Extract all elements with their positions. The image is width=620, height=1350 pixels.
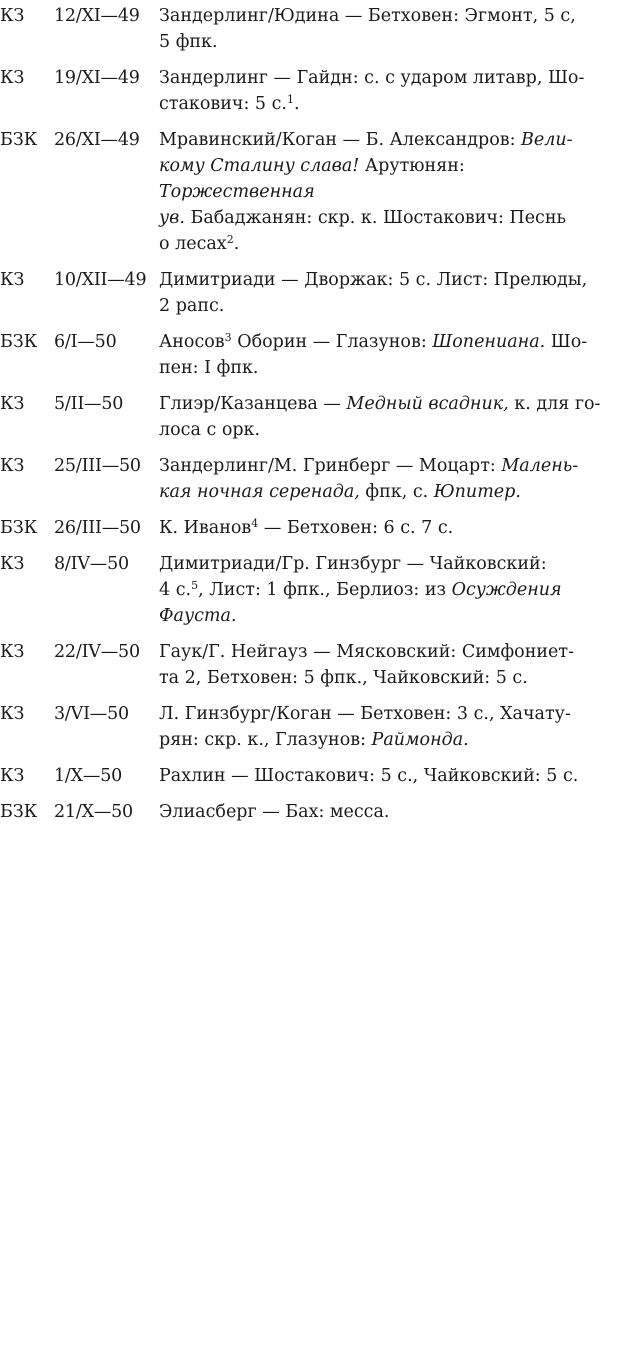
- concert-date: 26/XI—49: [54, 130, 140, 150]
- program-text: Зандерлинг/М. Гринберг — Моцарт:: [159, 456, 502, 476]
- program-text: Зандерлинг/Юдина — Бетховен: Эгмонт, 5 с,: [159, 6, 576, 26]
- concert-program: [159, 763, 619, 789]
- program-text: Оборин — Глазунов:: [231, 332, 433, 352]
- concert-program: [159, 515, 619, 541]
- footnote-ref: 3: [224, 331, 232, 344]
- program-text: — Бетховен: 6 с. 7 с.: [258, 518, 454, 538]
- footnote-ref: 1: [287, 93, 294, 106]
- work-title: Осуждения: [451, 580, 562, 600]
- work-title: Юпитер.: [433, 482, 521, 502]
- footnote-ref: 2: [226, 233, 234, 246]
- program-text: Л. Гинзбург/Коган — Бетховен: 3 с., Хачату-: [159, 704, 571, 724]
- concert-program: [159, 551, 619, 629]
- program-text: Рахлин — Шостакович: 5 с., Чайковский: 5 с.: [159, 766, 579, 786]
- program-text: фпк, с.: [359, 482, 434, 502]
- concert-entry: [0, 453, 620, 505]
- venue: КЗ: [0, 642, 25, 662]
- program-text: Димитриади/Гр. Гинзбург — Чайковский:: [159, 554, 547, 574]
- concert-entry: [0, 551, 620, 629]
- program-text: Глиэр/Казанцева —: [159, 394, 347, 414]
- concert-entry: [0, 127, 620, 257]
- work-title: Раймонда.: [371, 730, 469, 750]
- concert-date: 21/X—50: [54, 802, 133, 822]
- concert-program: [159, 453, 619, 505]
- concert-date: 10/XII—49: [54, 270, 147, 290]
- concert-date: 25/III—50: [54, 456, 141, 476]
- concert-date: 5/II—50: [54, 394, 124, 414]
- venue: КЗ: [0, 6, 25, 26]
- concert-date: 1/X—50: [54, 766, 123, 786]
- concert-entry: [0, 763, 620, 789]
- concert-program: [159, 3, 619, 55]
- concert-program: [159, 391, 619, 443]
- work-title: кая ночная серенада,: [159, 482, 360, 502]
- program-text: 2 рапс.: [159, 296, 225, 316]
- program-text: Мравинский/Коган — Б. Александров:: [159, 130, 522, 150]
- program-text: Элиасберг — Бах: месса.: [159, 802, 390, 822]
- concert-entry: [0, 0, 620, 55]
- program-text: К. Иванов: [159, 518, 252, 538]
- program-text: 5 фпк.: [159, 32, 218, 52]
- program-text: пен: I фпк.: [159, 358, 259, 378]
- work-title: ув.: [159, 208, 185, 228]
- venue: БЗК: [0, 802, 38, 822]
- concert-date: 12/XI—49: [54, 6, 140, 26]
- program-text: , Лист: 1 фпк., Берлиоз: из: [198, 580, 452, 600]
- concert-date: 26/III—50: [54, 518, 141, 538]
- concert-date: 3/VI—50: [54, 704, 129, 724]
- program-text: Шо-: [545, 332, 588, 352]
- venue: КЗ: [0, 554, 25, 574]
- concert-program: [159, 267, 619, 319]
- concert-entry: [0, 515, 620, 541]
- program-text: Димитриади — Дворжак: 5 с. Лист: Прелюды,: [159, 270, 588, 290]
- concert-program: [159, 799, 619, 825]
- venue: КЗ: [0, 766, 25, 786]
- concert-entry: [0, 391, 620, 443]
- concert-entry: [0, 639, 620, 691]
- concert-date: 22/IV—50: [54, 642, 140, 662]
- concert-program: [159, 65, 619, 117]
- work-title: Вели-: [521, 130, 573, 150]
- program-text: о лесах: [159, 234, 227, 254]
- concert-entry: [0, 267, 620, 319]
- program-text: Арутюнян:: [359, 156, 465, 176]
- program-text: та 2, Бетховен: 5 фпк., Чайковский: 5 с.: [159, 668, 528, 688]
- concert-entry: [0, 701, 620, 753]
- footnote-ref: 4: [251, 517, 259, 530]
- concert-program: [159, 701, 619, 753]
- footnote-ref: 5: [191, 579, 199, 592]
- venue: КЗ: [0, 704, 25, 724]
- work-title: кому Сталину слава!: [159, 156, 360, 176]
- venue: КЗ: [0, 394, 25, 414]
- venue: КЗ: [0, 456, 25, 476]
- work-title: Фауста.: [159, 606, 237, 626]
- concert-entry: [0, 329, 620, 381]
- work-title: Медный всадник,: [346, 394, 509, 414]
- venue: БЗК: [0, 130, 38, 150]
- venue: КЗ: [0, 68, 25, 88]
- program-text: стакович: 5 с.: [159, 94, 287, 114]
- program-text: Бабаджанян: скр. к. Шостакович: Песнь: [184, 208, 567, 228]
- program-text: рян: скр. к., Глазунов:: [159, 730, 372, 750]
- program-text: Аносов: [159, 332, 225, 352]
- concert-program: [159, 127, 619, 257]
- concert-entry: [0, 65, 620, 117]
- program-text: к. для го-: [508, 394, 601, 414]
- program-text: 4 с.: [159, 580, 192, 600]
- venue: КЗ: [0, 270, 25, 290]
- concert-date: 8/IV—50: [54, 554, 129, 574]
- concert-program: [159, 639, 619, 691]
- concert-program: [159, 329, 619, 381]
- concert-date: 19/XI—49: [54, 68, 140, 88]
- program-text: Гаук/Г. Нейгауз — Мясковский: Симфониет-: [159, 642, 575, 662]
- venue: БЗК: [0, 518, 38, 538]
- program-text: лоса с орк.: [159, 420, 261, 440]
- program-text: Зандерлинг — Гайдн: с. с ударом литавр, Шо-: [159, 68, 585, 88]
- program-text: .: [294, 94, 300, 114]
- program-text: .: [233, 234, 240, 254]
- concert-date: 6/I—50: [54, 332, 117, 352]
- work-title: Торжественная: [159, 182, 315, 202]
- work-title: Малень-: [501, 456, 579, 476]
- concert-entry: [0, 799, 620, 825]
- work-title: Шопениана.: [432, 332, 546, 352]
- venue: БЗК: [0, 332, 38, 352]
